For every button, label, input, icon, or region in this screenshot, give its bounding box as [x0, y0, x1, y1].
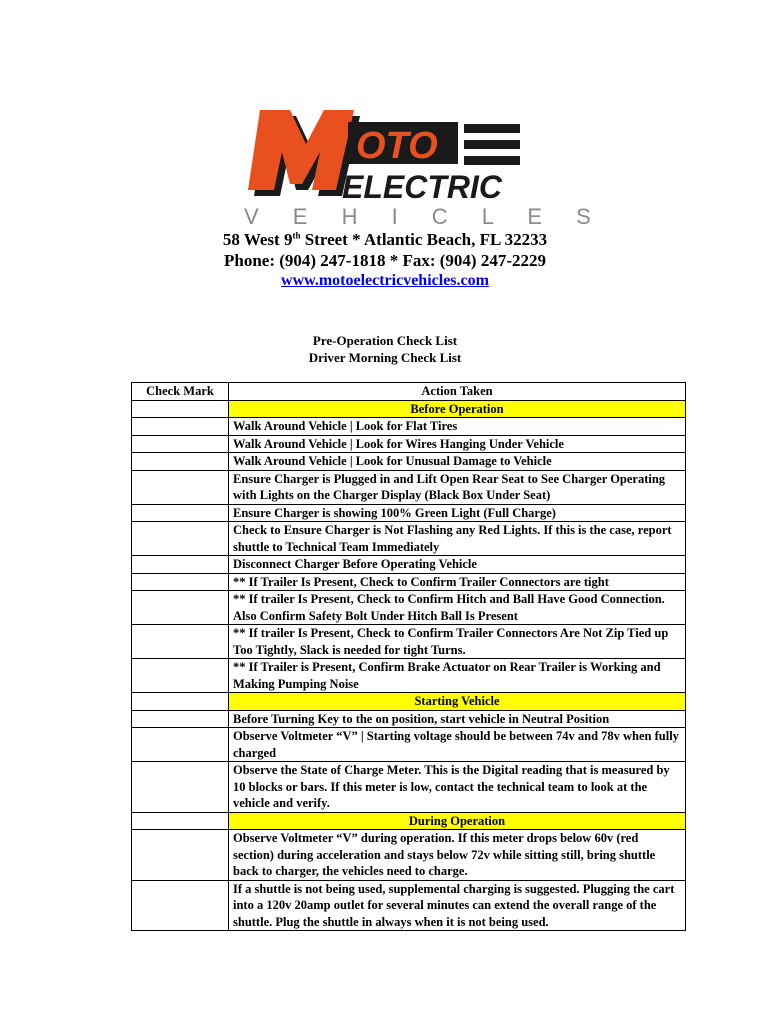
table-row [132, 522, 686, 556]
table-row [132, 710, 686, 728]
action-cell: Disconnect Charger Before Operating Vehicle [229, 556, 686, 574]
doc-title: Pre-Operation Check List [312, 333, 458, 348]
table-row [132, 573, 686, 591]
section-title: Before Operation [229, 400, 686, 418]
check-mark-cell[interactable] [132, 470, 229, 504]
action-cell: If a shuttle is not being used, supplemental charging is suggested. Plugging the cart into a 120v 20amp outlet for several minutes can extend the overall range of the shuttle. Plug the shuttle in always when it is not being used. [229, 880, 686, 931]
table-row [132, 591, 686, 625]
logo-stripe-3 [464, 156, 520, 165]
table-row [132, 625, 686, 659]
checklist-table [131, 382, 686, 931]
action-cell: Ensure Charger is Plugged in and Lift Open Rear Seat to See Charger Operating with Lights on the Charger Display (Black Box Under Seat) [229, 470, 686, 504]
check-mark-cell[interactable] [132, 573, 229, 591]
address-line [0, 230, 770, 250]
check-mark-cell[interactable] [132, 880, 229, 931]
table-row [132, 418, 686, 436]
table-row [132, 435, 686, 453]
action-cell: Before Turning Key to the on position, start vehicle in Neutral Position [229, 710, 686, 728]
section-title: During Operation [229, 812, 686, 830]
check-mark-cell[interactable] [132, 418, 229, 436]
logo-stripe-1 [464, 124, 520, 133]
section-header-row [132, 812, 686, 830]
action-cell: ** If Trailer Is Present, Check to Confirm Trailer Connectors are tight [229, 573, 686, 591]
street-number: 58 West 9 [222, 230, 293, 249]
check-mark-cell[interactable] [132, 435, 229, 453]
check-mark-cell[interactable] [132, 625, 229, 659]
table-header-row [132, 383, 686, 401]
table-row [132, 470, 686, 504]
logo-subtitle: V E H I C L E S [244, 204, 605, 229]
action-cell: Ensure Charger is showing 100% Green Light (Full Charge) [229, 504, 686, 522]
street-ordinal: th [292, 230, 301, 241]
street-rest: Street * Atlantic Beach, FL 32233 [300, 230, 548, 249]
check-mark-cell[interactable] [132, 830, 229, 881]
check-mark-cell[interactable] [132, 762, 229, 813]
check-mark-cell[interactable] [132, 728, 229, 762]
action-cell: Observe Voltmeter “V” during operation. If this meter drops below 60v (red section) during acceleration and stays below 72v while sitting still, bring shuttle back to charger, the vehicles need to charge. [229, 830, 686, 881]
check-mark-cell[interactable] [132, 522, 229, 556]
action-cell: Check to Ensure Charger is Not Flashing any Red Lights. If this is the case, report shuttle to Technical Team Immediately [229, 522, 686, 556]
action-cell: ** If trailer Is Present, Check to Confirm Hitch and Ball Have Good Connection. Also Confirm Safety Bolt Under Hitch Ball Is Present [229, 591, 686, 625]
action-cell: Walk Around Vehicle | Look for Wires Hanging Under Vehicle [229, 435, 686, 453]
section-header-row [132, 693, 686, 711]
action-cell: ** If trailer Is Present, Check to Confirm Trailer Connectors Are Not Zip Tied up Too Tightly, Slack is needed for tight Turns. [229, 625, 686, 659]
table-row [132, 880, 686, 931]
logo-stripe-2 [464, 140, 520, 149]
moto-electric-logo [238, 104, 605, 232]
table-row [132, 728, 686, 762]
table-row [132, 762, 686, 813]
logo-m-letter [248, 110, 354, 190]
check-mark-cell[interactable] [132, 556, 229, 574]
check-mark-cell[interactable] [132, 504, 229, 522]
phone-fax-line: Phone: (904) 247-1818 * Fax: (904) 247-2229 [223, 251, 546, 270]
section-title: Starting Vehicle [229, 693, 686, 711]
table-row [132, 504, 686, 522]
table-row [132, 830, 686, 881]
table-row [132, 659, 686, 693]
table-row [132, 453, 686, 471]
action-cell: Observe Voltmeter “V” | Starting voltage should be between 74v and 78v when fully charged [229, 728, 686, 762]
table-row [132, 556, 686, 574]
check-mark-cell [132, 400, 229, 418]
website-link[interactable]: www.motoelectricvehicles.com [281, 272, 489, 289]
check-mark-cell [132, 812, 229, 830]
website-line [0, 272, 770, 290]
check-mark-cell[interactable] [132, 659, 229, 693]
check-mark-cell [132, 693, 229, 711]
action-cell: Observe the State of Charge Meter. This is the Digital reading that is measured by 10 blocks or bars. If this meter is low, contact the technical team to look at the vehicle and verify. [229, 762, 686, 813]
header-action-taken: Action Taken [229, 383, 686, 401]
action-cell: ** If Trailer is Present, Confirm Brake Actuator on Rear Trailer is Working and Making Pumping Noise [229, 659, 686, 693]
check-mark-cell[interactable] [132, 710, 229, 728]
header-check-mark: Check Mark [132, 383, 229, 401]
check-mark-cell[interactable] [132, 453, 229, 471]
action-cell: Walk Around Vehicle | Look for Flat Tires [229, 418, 686, 436]
action-cell: Walk Around Vehicle | Look for Unusual Damage to Vehicle [229, 453, 686, 471]
logo-word-oto: OTO [356, 125, 438, 167]
doc-subtitle: Driver Morning Check List [308, 350, 462, 365]
section-header-row [132, 400, 686, 418]
logo-word-electric: ELECTRIC [342, 169, 502, 205]
check-mark-cell[interactable] [132, 591, 229, 625]
